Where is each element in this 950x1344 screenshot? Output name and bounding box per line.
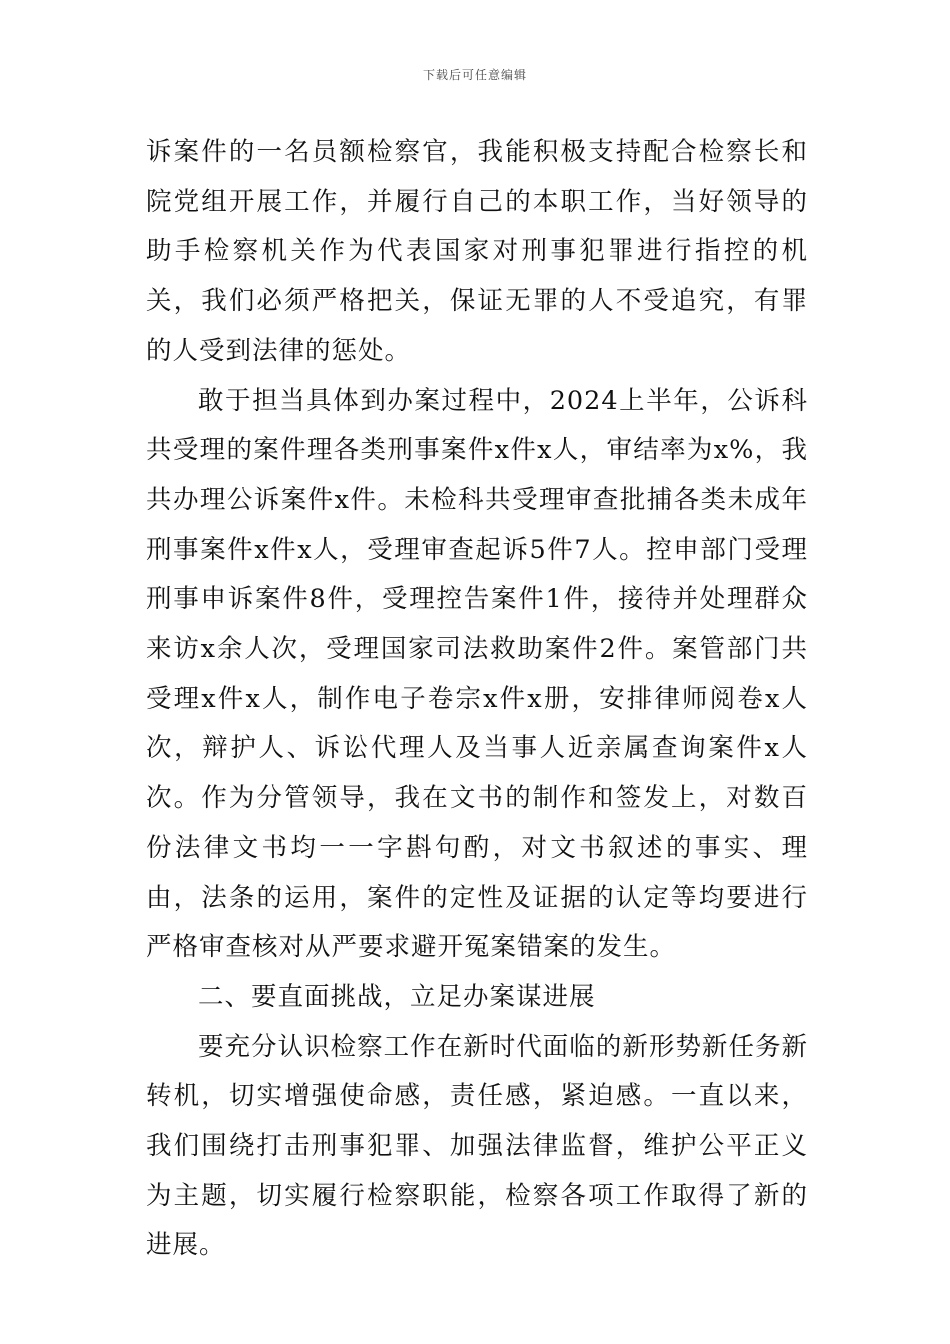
document-body <box>146 128 808 1271</box>
paragraph-continuation: 诉案件的一名员额检察官，我能积极支持配合检察长和院党组开展工作，并履行自己的本职工作，当好领导的助手检察机关作为代表国家对刑事犯罪进行指控的机关，我们必须严格把关，保证无罪的人不受追究，有罪的人受到法律的惩处。 <box>146 137 808 366</box>
paragraph-case-statistics: 敢于担当具体到办案过程中，2024上半年，公诉科共受理的案件理各类刑事案件x件x人，审结率为x%，我共办理公诉案件x件。未检科共受理审查批捕各类未成年刑事案件x件x人，受理审查起诉5件7人。控申部门受理刑事申诉案件8件，受理控告案件1件，接待并处理群众来访x余人次，受理国家司法救助案件2件。案管部门共受理x件x人，制作电子卷宗x件x册，安排律师阅卷x人次，辩护人、诉讼代理人及当事人近亲属查询案件x人次。作为分管领导，我在文书的制作和签发上，对数百份法律文书均一一字斟句酌，对文书叙述的事实、理由，法条的运用，案件的定性及证据的认定等均要进行严格审查核对从严要求避开冤案错案的发生。 <box>146 385 808 963</box>
page-header: 下载后可任意编辑 <box>422 68 527 82</box>
section-heading: 二、要直面挑战，立足办案谋进展 <box>198 981 596 1012</box>
paragraph-new-situation: 要充分认识检察工作在新时代面临的新形势新任务新转机，切实增强使命感，责任感，紧迫感。一直以来，我们围绕打击刑事犯罪、加强法律监督，维护公平正义为主题，切实履行检察职能，检察各项工作取得了新的进展。 <box>146 1031 808 1261</box>
